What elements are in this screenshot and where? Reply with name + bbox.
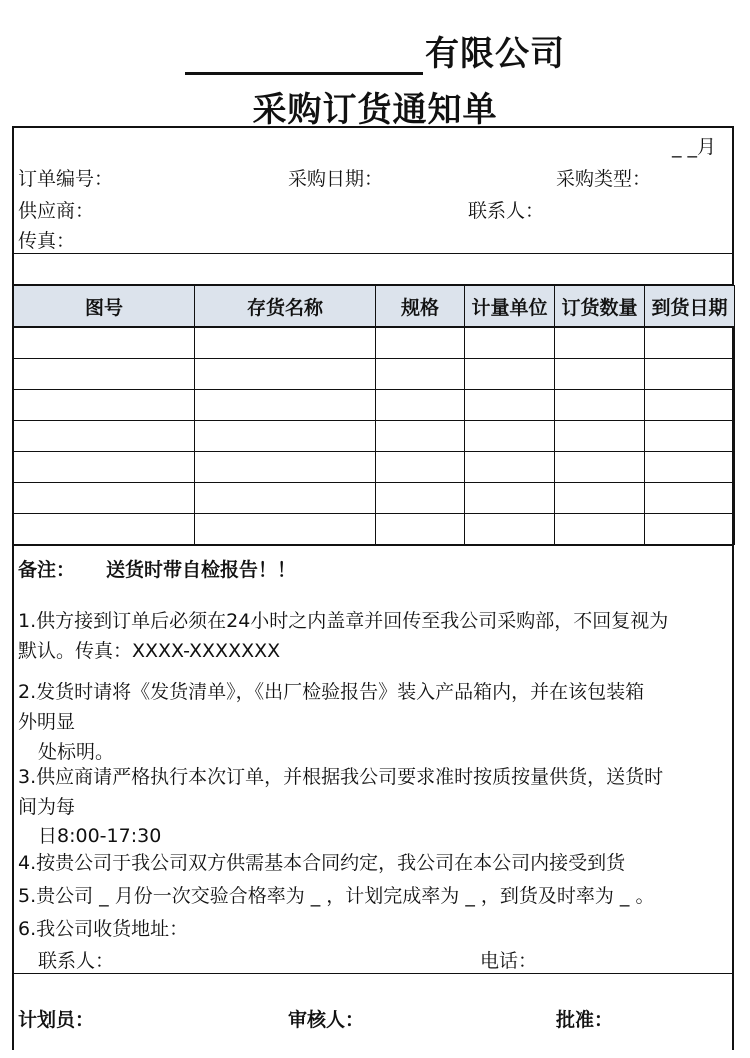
note-2-cont2: 处标明。 (38, 741, 115, 763)
table-cell[interactable] (195, 359, 376, 390)
receiving-phone-label: 电话： (480, 950, 538, 972)
table-cell[interactable] (465, 514, 555, 545)
table-cell[interactable] (465, 327, 555, 359)
note-3-cont: 间为每 (18, 796, 76, 818)
table-cell[interactable] (555, 390, 645, 421)
company-title (0, 26, 750, 75)
planner-label: 计划员： (18, 1009, 95, 1031)
table-cell[interactable] (645, 390, 735, 421)
purchase-date-label: 采购日期： (288, 168, 384, 190)
contact-label: 联系人： (468, 200, 545, 222)
col-unit: 计量单位 (465, 286, 555, 328)
table-cell[interactable] (14, 421, 195, 452)
company-name-blank (185, 36, 423, 75)
order-no-label: 订单编号： (18, 168, 114, 190)
order-items-table (13, 285, 735, 545)
table-cell[interactable] (376, 327, 465, 359)
table-cell[interactable] (376, 483, 465, 514)
table-row (14, 359, 735, 390)
table-cell[interactable] (376, 390, 465, 421)
note-2-cont: 外明显 (18, 711, 76, 733)
table-header-row (14, 286, 735, 328)
company-suffix: 有限公司 (425, 34, 565, 74)
col-order-qty: 订货数量 (555, 286, 645, 328)
note-1: 1.供方接到订单后必须在24小时之内盖章并回传至我公司采购部，不回复视为 (18, 610, 669, 632)
table-row (14, 483, 735, 514)
table-cell[interactable] (555, 514, 645, 545)
note-3: 3.供应商请严格执行本次订单，并根据我公司要求准时按质按量供货，送货时 (18, 766, 664, 788)
col-spec: 规格 (376, 286, 465, 328)
table-cell[interactable] (14, 327, 195, 359)
table-cell[interactable] (555, 359, 645, 390)
table-cell[interactable] (555, 483, 645, 514)
table-cell[interactable] (645, 483, 735, 514)
table-cell[interactable] (195, 452, 376, 483)
table-cell[interactable] (14, 390, 195, 421)
approver-label: 批准： (556, 1009, 614, 1031)
table-cell[interactable] (14, 359, 195, 390)
form-frame (12, 126, 734, 1050)
table-row (14, 390, 735, 421)
table-cell[interactable] (555, 421, 645, 452)
table-cell[interactable] (195, 390, 376, 421)
reviewer-label: 审核人： (288, 1009, 365, 1031)
table-cell[interactable] (195, 483, 376, 514)
note-2: 2.发货时请将《发货清单》，《出厂检验报告》装入产品箱内，并在该包装箱 (18, 681, 645, 703)
table-cell[interactable] (555, 327, 645, 359)
table-cell[interactable] (645, 359, 735, 390)
table-cell[interactable] (14, 514, 195, 545)
form-title: 采购订货通知单 (252, 90, 498, 130)
col-drawing-no: 图号 (14, 286, 195, 328)
table-cell[interactable] (465, 359, 555, 390)
note-3-cont2: 日8:00-17:30 (38, 825, 162, 847)
divider (12, 544, 734, 546)
table-cell[interactable] (645, 327, 735, 359)
receiving-contact-label: 联系人： (38, 950, 115, 972)
table-row (14, 514, 735, 545)
note-6: 6.我公司收货地址： (18, 918, 189, 940)
table-cell[interactable] (14, 452, 195, 483)
divider (12, 973, 734, 974)
table-row (14, 452, 735, 483)
table-cell[interactable] (195, 514, 376, 545)
table-cell[interactable] (645, 514, 735, 545)
table-row (14, 421, 735, 452)
table-row (14, 327, 735, 359)
month-field: _ _月 (672, 136, 717, 158)
note-1-cont: 默认。传真：XXXX-XXXXXXX (18, 640, 281, 662)
table-cell[interactable] (465, 390, 555, 421)
table-cell[interactable] (645, 452, 735, 483)
notes-highlight: 送货时带自检报告！！ (106, 559, 297, 581)
table-cell[interactable] (465, 483, 555, 514)
notes-label: 备注： (18, 559, 76, 581)
table-cell[interactable] (376, 452, 465, 483)
col-arrival-date: 到货日期 (645, 286, 735, 328)
table-cell[interactable] (14, 483, 195, 514)
table-cell[interactable] (376, 359, 465, 390)
divider (12, 253, 734, 254)
table-cell[interactable] (376, 421, 465, 452)
table-cell[interactable] (376, 514, 465, 545)
note-5: 5.贵公司 _ 月份一次交验合格率为 _ ，计划完成率为 _ ，到货及时率为 _ 。 (18, 885, 655, 907)
table-cell[interactable] (195, 421, 376, 452)
table-cell[interactable] (465, 421, 555, 452)
table-cell[interactable] (645, 421, 735, 452)
note-4: 4.按贵公司于我公司双方供需基本合同约定，我公司在本公司内接受到货 (18, 852, 626, 874)
table-cell[interactable] (555, 452, 645, 483)
supplier-label: 供应商： (18, 200, 95, 222)
table-cell[interactable] (195, 327, 376, 359)
fax-label: 传真： (18, 230, 76, 252)
table-cell[interactable] (465, 452, 555, 483)
col-item-name: 存货名称 (195, 286, 376, 328)
purchase-type-label: 采购类型： (556, 168, 652, 190)
